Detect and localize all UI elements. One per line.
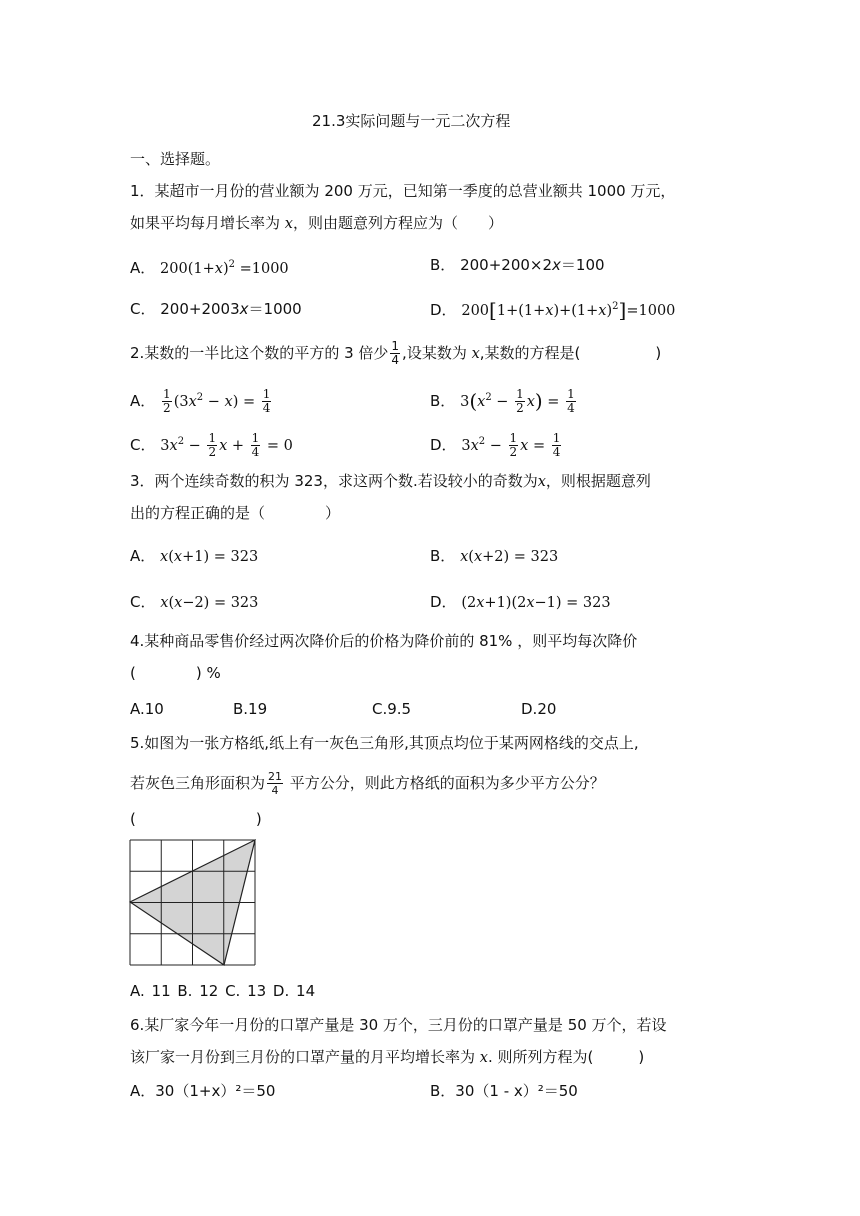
q6-text-line1: 6.某厂家今年一月份的口罩产量是 30 万个，三月份的口罩产量是 50 万个，若设 <box>130 1016 667 1034</box>
q3-option-d[interactable] <box>430 591 611 614</box>
q6-option-a[interactable]: A．30（1+x）²＝50 <box>130 1082 276 1100</box>
option-label: B． <box>430 391 456 410</box>
q3-option-a[interactable] <box>130 545 258 568</box>
option-label: D． <box>430 435 457 454</box>
q3-option-b-expr: x(x+2) = 323 <box>460 549 559 565</box>
q1-option-b-expr: 200+200×2x＝100 <box>460 256 605 274</box>
grid-triangle-figure <box>129 839 259 969</box>
option-label: D． <box>430 593 457 611</box>
q3-text-line1: 3．两个连续奇数的积为 323，求这两个数.若设较小的奇数为x，则根据题意列 <box>130 472 651 490</box>
q5-text-line1: 5.如图为一张方格纸,纸上有一灰色三角形,其顶点均位于某两网格线的交点上, <box>130 734 639 752</box>
option-label: C． <box>130 593 156 611</box>
q2-option-b[interactable] <box>430 387 578 415</box>
option-label: B． <box>430 547 456 565</box>
q5-text-line2 <box>130 770 605 797</box>
q1-option-a[interactable] <box>130 254 289 280</box>
q2-option-a-expr: $\frac{1}{2}$ $(3x^2 - x)$ = $\frac{1}{4}$ <box>163 387 271 416</box>
q2-option-c[interactable] <box>130 431 293 459</box>
option-label: B． <box>430 256 456 274</box>
q5-options[interactable]: A. 11 B. 12 C. 13 D. 14 <box>130 982 316 1000</box>
q2-option-b-expr: $3(x^2$ − $\frac{1}{2}$ x) = $\frac{1}{4}$ <box>460 387 575 416</box>
option-label: A． <box>130 258 156 277</box>
option-label: C． <box>130 435 156 454</box>
q4-option-b[interactable]: B.19 <box>233 700 268 718</box>
q3-option-b[interactable] <box>430 545 558 568</box>
q3-option-c-expr: x(x−2) = 323 <box>160 595 259 611</box>
q2-text-line1: 2.某数的一半比这个数的平方的 3 倍少 $\frac{1}{4}$ ,设某数为 x,某数的方程是( ) <box>130 339 662 367</box>
page-title: 21.3实际问题与一元二次方程 <box>312 112 511 130</box>
q4-text-line1: 4.某种商品零售价经过两次降价后的价格为降价前的 81% ，则平均每次降价 <box>130 632 638 650</box>
q4-option-c[interactable]: C.9.5 <box>372 700 412 718</box>
q5-text-pre: 若灰色三角形面积为 <box>130 774 266 792</box>
q6-option-b[interactable]: B．30（1 - x）²＝50 <box>430 1082 578 1100</box>
option-label: C． <box>130 300 156 318</box>
option-label: A． <box>130 547 156 565</box>
q5-text-line3: ( ) <box>130 810 262 828</box>
q1-option-d-expr: $200[1+(1+x)+(1+x)^2]=1000$ <box>461 297 676 322</box>
q1-text-line1: 1．某超市一月份的营业额为 200 万元，已知第一季度的总营业额共 1000 万元， <box>130 182 676 200</box>
q3-option-c[interactable] <box>130 591 258 614</box>
q3-option-a-expr: x(x+1) = 323 <box>160 549 259 565</box>
q3-text-line2: 出的方程正确的是（ ） <box>130 504 341 522</box>
q2-option-c-expr: $3x^2$ − $\frac{1}{2}$ x + $\frac{1}{4}$ = 0 <box>160 431 293 460</box>
q4-text-line2: ( ) % <box>130 664 221 682</box>
q4-option-a[interactable]: A.10 <box>130 700 164 718</box>
section-heading: 一、选择题。 <box>130 150 221 168</box>
q1-option-d[interactable] <box>430 296 675 322</box>
q2-option-a[interactable] <box>130 387 273 415</box>
q3-option-d-expr: (2x+1)(2x−1) = 323 <box>461 595 611 611</box>
q4-option-d[interactable]: D.20 <box>521 700 557 718</box>
q5-text-post: 平方公分，则此方格纸的面积为多少平方公分？ <box>285 774 605 792</box>
q1-option-b[interactable] <box>430 254 605 276</box>
q1-option-c-expr: 200+2003x＝1000 <box>160 300 302 318</box>
q2-option-d-expr: $3x^2$ − $\frac{1}{2}$ x = $\frac{1}{4}$ <box>461 431 561 460</box>
q5-fraction: $\frac{21}{4}$ <box>268 770 283 797</box>
option-label: A． <box>130 391 156 410</box>
q1-text-line2: 如果平均每月增长率为 x，则由题意列方程应为（ ） <box>130 214 503 232</box>
option-label: D． <box>430 300 457 319</box>
q6-text-line2: 该厂家一月份到三月份的口罩产量的月平均增长率为 x. 则所列方程为( ) <box>130 1048 645 1066</box>
q1-option-a-expr: $200(1+x)^2 =1000$ <box>160 259 289 277</box>
q2-option-d[interactable] <box>430 431 563 459</box>
q1-option-c[interactable] <box>130 298 302 320</box>
